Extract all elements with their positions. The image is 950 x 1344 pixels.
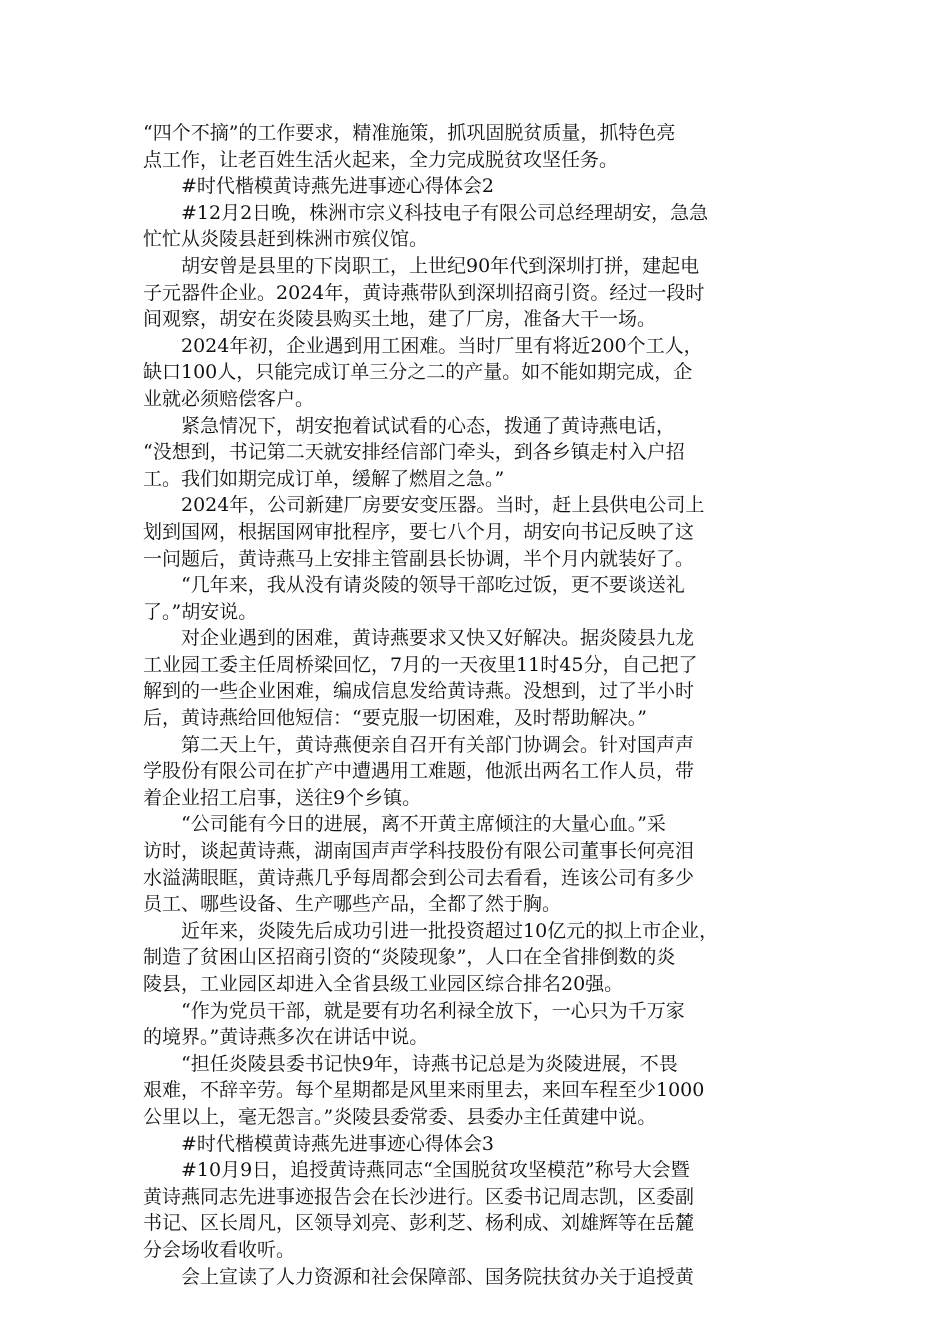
text-line: 制造了贫困山区招商引资的“炎陵现象”，人口在全省排倒数的炎 [143, 946, 676, 969]
text-line: “担任炎陵县委书记快9年，诗燕书记总是为炎陵进展，不畏 [181, 1052, 678, 1075]
text-line: #时代楷模黄诗燕先进事迹心得体会2 [181, 175, 495, 198]
text-line: 一问题后，黄诗燕马上安排主管副县长协调，半个月内就装好了。 [143, 547, 695, 570]
text-line: 对企业遇到的困难，黄诗燕要求又快又好解决。据炎陵县九龙 [181, 627, 695, 650]
paragraph [143, 120, 813, 173]
text-line: 公里以上，毫无怨言。”炎陵县委常委、县委办主任黄建中说。 [143, 1105, 657, 1128]
paragraph [143, 998, 813, 1051]
text-line: 工业园工委主任周桥梁回忆，7月的一天夜里11时45分，自己把了 [143, 653, 698, 676]
text-line: 后，黄诗燕给回他短信：“要克服一切困难，及时帮助解决。” [143, 707, 647, 730]
text-line: 子元器件企业。2024年，黄诗燕带队到深圳招商引资。经过一段时 [143, 281, 705, 304]
text-line: 2024年初，企业遇到用工困难。当时厂里有将近200个工人， [181, 334, 703, 357]
text-line: 胡安曾是县里的下岗职工，上世纪90年代到深圳打拼，建起电 [181, 254, 700, 277]
text-line: “四个不摘”的工作要求，精准施策，抓巩固脱贫质量，抓特色亮 [143, 122, 676, 144]
paragraph [143, 572, 813, 625]
section-heading [143, 173, 813, 200]
text-line: 会上宣读了人力资源和社会保障部、国务院扶贫办关于追授黄 [181, 1265, 695, 1288]
paragraph [143, 333, 813, 413]
paragraph [143, 625, 813, 731]
text-line: #12月2日晚，株洲市宗义科技电子有限公司总经理胡安，急急 [181, 201, 709, 224]
text-line: 划到国网，根据国网审批程序，要七八个月，胡安向书记反映了这 [143, 520, 695, 543]
text-line: #时代楷模黄诗燕先进事迹心得体会3 [181, 1132, 495, 1155]
paragraph [143, 811, 813, 917]
text-line: “公司能有今日的进展，离不开黄主席倾注的大量心血。”采 [181, 813, 666, 836]
text-line: 学股份有限公司在扩产中遭遇用工难题，他派出两名工作人员，带 [143, 760, 695, 783]
text-line: 紧急情况下，胡安抱着试试看的心态，拨通了黄诗燕电话， [181, 414, 676, 437]
text-line: 解到的一些企业困难，编成信息发给黄诗燕。没想到，过了半小时 [143, 680, 695, 703]
text-line: #10月9日，追授黄诗燕同志“全国脱贫攻坚模范”称号大会暨 [181, 1159, 690, 1182]
text-line: 忙忙从炎陵县赶到株洲市殡仪馆。 [143, 228, 429, 251]
text-line: 员工、哪些设备、生产哪些产品，全都了然于胸。 [143, 893, 562, 916]
paragraph [143, 413, 813, 493]
paragraph [143, 732, 813, 812]
text-line: 近年来，炎陵先后成功引进一批投资超过10亿元的拟上市企业， [181, 919, 719, 942]
text-line: 艰难，不辞辛劳。每个星期都是风里来雨里去，来回车程至少1000 [143, 1079, 705, 1102]
text-line: 间观察，胡安在炎陵县购买土地，建了厂房，准备大干一场。 [143, 308, 657, 331]
document-body [143, 120, 813, 1290]
paragraph [143, 1264, 813, 1291]
text-line: 第二天上午，黄诗燕便亲自召开有关部门协调会。针对国声声 [181, 733, 695, 756]
paragraph [143, 253, 813, 333]
text-line: 了。”胡安说。 [143, 600, 258, 623]
text-line: 点工作，让老百姓生活火起来，全力完成脱贫攻坚任务。 [143, 148, 619, 171]
text-line: 着企业招工启事，送往9个乡镇。 [143, 786, 422, 809]
text-line: 水溢满眼眶，黄诗燕几乎每周都会到公司去看看，连该公司有多少 [143, 866, 695, 889]
text-line: 访时，谈起黄诗燕，湖南国声声学科技股份有限公司董事长何亮泪 [143, 840, 695, 863]
paragraph [143, 1051, 813, 1131]
text-line: 书记、区长周凡，区领导刘亮、彭利芝、杨利成、刘雄辉等在岳麓 [143, 1212, 695, 1235]
text-line: “作为党员干部，就是要有功名利禄全放下，一心只为千万家 [181, 999, 685, 1022]
text-line: 陵县，工业园区却进入全省县级工业园区综合排名20强。 [143, 973, 624, 995]
text-line: 的境界。”黄诗燕多次在讲话中说。 [143, 1026, 429, 1049]
text-line: 业就必须赔偿客户。 [143, 387, 315, 410]
text-line: “没想到，书记第二天就安排经信部门牵头，到各乡镇走村入户招 [143, 441, 685, 464]
paragraph [143, 1157, 813, 1263]
section-heading [143, 1131, 813, 1158]
text-line: 黄诗燕同志先进事迹报告会在长沙进行。区委书记周志凯，区委副 [143, 1185, 695, 1208]
paragraph [143, 918, 813, 998]
text-line: 分会场收看收听。 [143, 1238, 296, 1261]
paragraph [143, 200, 813, 253]
paragraph [143, 492, 813, 572]
text-line: 工。我们如期完成订单，缓解了燃眉之急。” [143, 467, 505, 490]
text-line: “几年来，我从没有请炎陵的领导干部吃过饭，更不要谈送礼 [181, 574, 685, 597]
text-line: 缺口100人，只能完成订单三分之二的产量。如不能如期完成，企 [143, 361, 693, 384]
text-line: 2024年，公司新建厂房要安变压器。当时，赶上县供电公司上 [181, 494, 705, 517]
